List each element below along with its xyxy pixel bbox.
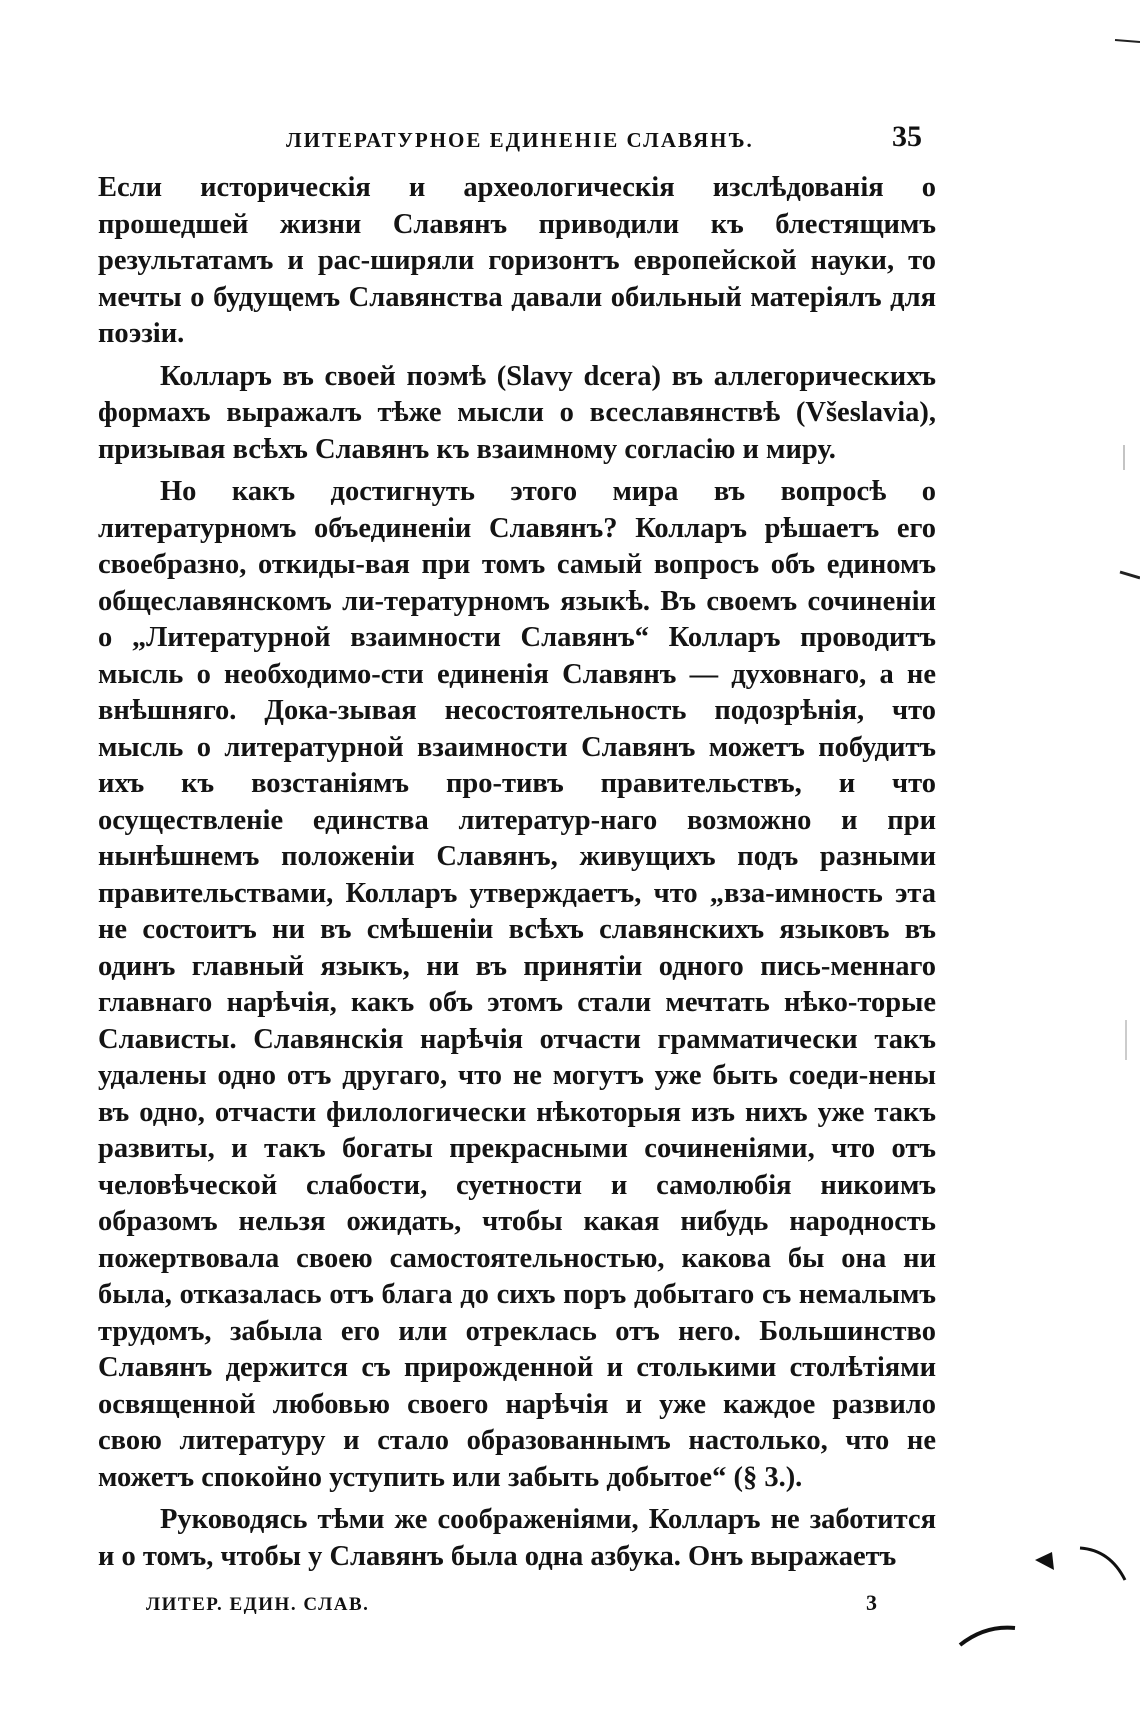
scan-mark xyxy=(960,1628,1015,1645)
paragraph: Но какъ достигнуть этого мира въ вопросѣ о литературномъ объединеніи Славянъ? Колларъ рѣшаетъ его своебразно, откиды-вая при томъ самый вопросъ объ единомъ общеславянскомъ ли-тературномъ языкѣ. Въ своемъ сочиненіи о „Литературной взаимности Славянъ“ Колларъ проводитъ мысль о необходимо-сти единенія Славянъ — духовнаго, а не внѣшняго. Дока-зывая несостоятельность подозрѣнія, что мысль о литературной взаимности Славянъ можетъ побудитъ ихъ къ возстаніямъ про-тивъ правительствъ, и что осуществленіе единства литератур-наго возможно и при нынѣшнемъ положеніи Славянъ, живущихъ подъ разными правительствами, Колларъ утверждаетъ, что „вза-имность эта не состоитъ ни въ смѣшеніи всѣхъ славянскихъ языковъ въ одинъ главный языкъ, ни въ принятіи одного пись-меннаго главнаго нарѣчія, какъ объ этомъ стали мечтать нѣко-торые Слависты. Славянскія нарѣчія отчасти грамматически такъ удалены одно отъ другаго, что не могутъ уже быть соеди-нены въ одно, отчасти филологически нѣкоторыя изъ нихъ уже такъ развиты, и такъ богаты прекрасными сочиненіями, что отъ человѣческой слабости, суетности и самолюбія никоимъ образомъ нельзя ожидать, чтобы какая нибудь народность пожертвовала своею самостоятельностью, какова бы она ни была, отказалась отъ блага до сихъ поръ добытаго съ немалымъ трудомъ, забыла его или отреклась отъ него. Большинство Славянъ держится съ прирожденной и столькими столѣтіями освященной любовью своего нарѣчія и уже каждое развило свою литературу и стало образованнымъ настолько, что не можетъ спокойно уступить или забыть добытое“ (§ 3.). xyxy=(98,476,936,1493)
printer-signature: ЛИТЕР. ЕДИН. СЛАВ. xyxy=(146,1594,370,1615)
page-number: 35 xyxy=(892,120,922,153)
scan-mark xyxy=(1115,40,1140,42)
scan-mark xyxy=(1120,572,1140,578)
sheet-number: 3 xyxy=(866,1590,877,1615)
paragraph: Колларъ въ своей поэмѣ (Slavy dcera) въ аллегорическихъ формахъ выражалъ тѣже мысли о всеславянствѣ (Všeslavia), призывая всѣхъ Славянъ къ взаимному согласію и миру. xyxy=(98,360,936,465)
body-text xyxy=(98,170,936,1581)
paragraph: Если историческія и археологическія изслѣдованія о прошедшей жизни Славянъ приводили къ блестящимъ результатамъ и рас-ширяли горизонтъ европейской науки, то мечты о будущемъ Славянства давали обильный матеріялъ для поэзіи. xyxy=(98,172,936,349)
paragraph: Руководясь тѣми же соображеніями, Колларъ не заботится и о томъ, чтобы у Славянъ была одна азбука. Онъ выражаетъ xyxy=(98,1504,936,1572)
scan-mark xyxy=(1035,1552,1054,1570)
running-title: ЛИТЕРАТУРНОЕ ЕДИНЕНІЕ СЛАВЯНЪ. xyxy=(286,128,754,152)
scan-mark xyxy=(1080,1548,1125,1580)
